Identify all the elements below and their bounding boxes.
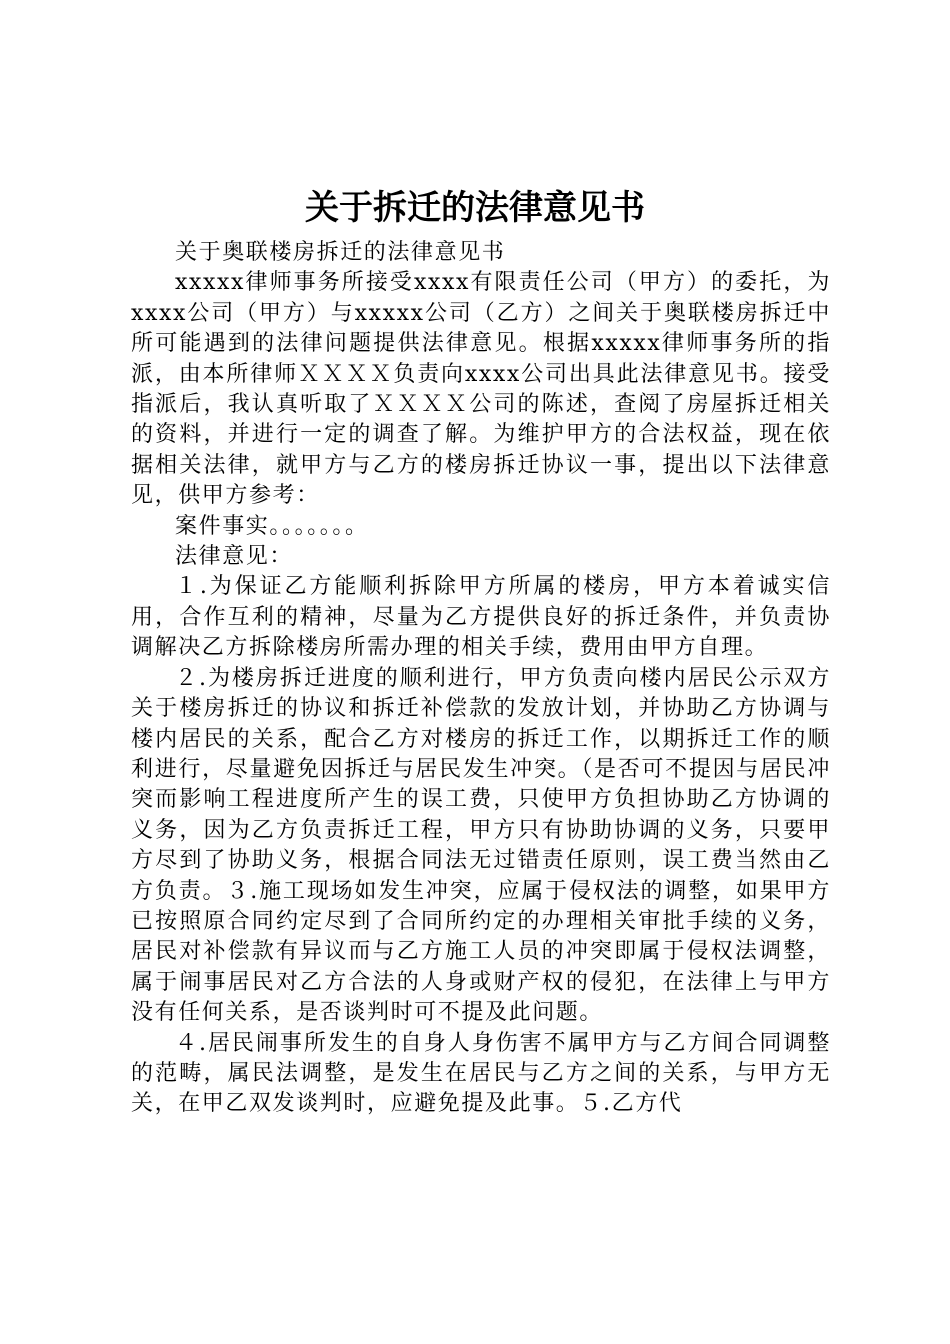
- document-body: [131, 238, 831, 1120]
- subtitle-paragraph: 关于奥联楼房拆迁的法律意见书: [175, 240, 506, 265]
- opinion-item-1: １.为保证乙方能顺利拆除甲方所属的楼房，甲方本着诚实信用，合作互利的精神，尽量为乙方提供良好的拆迁条件，并负责协调解决乙方拆除楼房所需办理的相关手续，费用由甲方自理。: [131, 574, 831, 661]
- case-facts-paragraph: 案件事实。。。。。。。: [175, 513, 369, 539]
- document-title: 关于拆迁的法律意见书: [305, 188, 645, 228]
- intro-paragraph: xxxxx律师事务所接受xxxx有限责任公司（甲方）的委托，为xxxx公司（甲方）与xxxxx公司（乙方）之间关于奥联楼房拆迁中所可能遇到的法律问题提供法律意见。根据xxxxx律师事务所的指派，由本所律师ＸＸＸＸ负责向xxxx公司出具此法律意见书。接受指派后，我认真听取了ＸＸＸＸ公司的陈述，查阅了房屋拆迁相关的资料，并进行一定的调查了解。为维护甲方的合法权益，现在依据相关法律，就甲方与乙方的楼房拆迁协议一事，提出以下法律意见，供甲方参考：: [131, 270, 831, 509]
- legal-opinion-heading: 法律意见：: [175, 544, 294, 570]
- opinion-item-4-5: ４.居民闹事所发生的自身人身伤害不属甲方与乙方间合同调整的范畴，属民法调整，是发生在居民与乙方之间的关系，与甲方无关，在甲乙双发谈判时，应避免提及此事。５.乙方代: [131, 1030, 831, 1117]
- opinion-item-2-3: ２.为楼房拆迁进度的顺利进行，甲方负责向楼内居民公示双方关于楼房拆迁的协议和拆迁补偿款的发放计划，并协助乙方协调与楼内居民的关系，配合乙方对楼房的拆迁工作，以期拆迁工作的顺利进行，尽量避免因拆迁与居民发生冲突。（是否可不提因与居民冲突而影响工程进度所产生的误工费，只使甲方负担协助乙方协调的义务，因为乙方负责拆迁工程，甲方只有协助协调的义务，只要甲方尽到了协助义务，根据合同法无过错责任原则，误工费当然由乙方负责。３.施工现场如发生冲突，应属于侵权法的调整，如果甲方已按照原合同约定尽到了合同所约定的办理相关审批手续的义务，居民对补偿款有异议而与乙方施工人员的冲突即属于侵权法调整，属于闹事居民对乙方合法的人身或财产权的侵犯，在法律上与甲方没有任何关系，是否谈判时可不提及此问题。: [131, 665, 831, 1026]
